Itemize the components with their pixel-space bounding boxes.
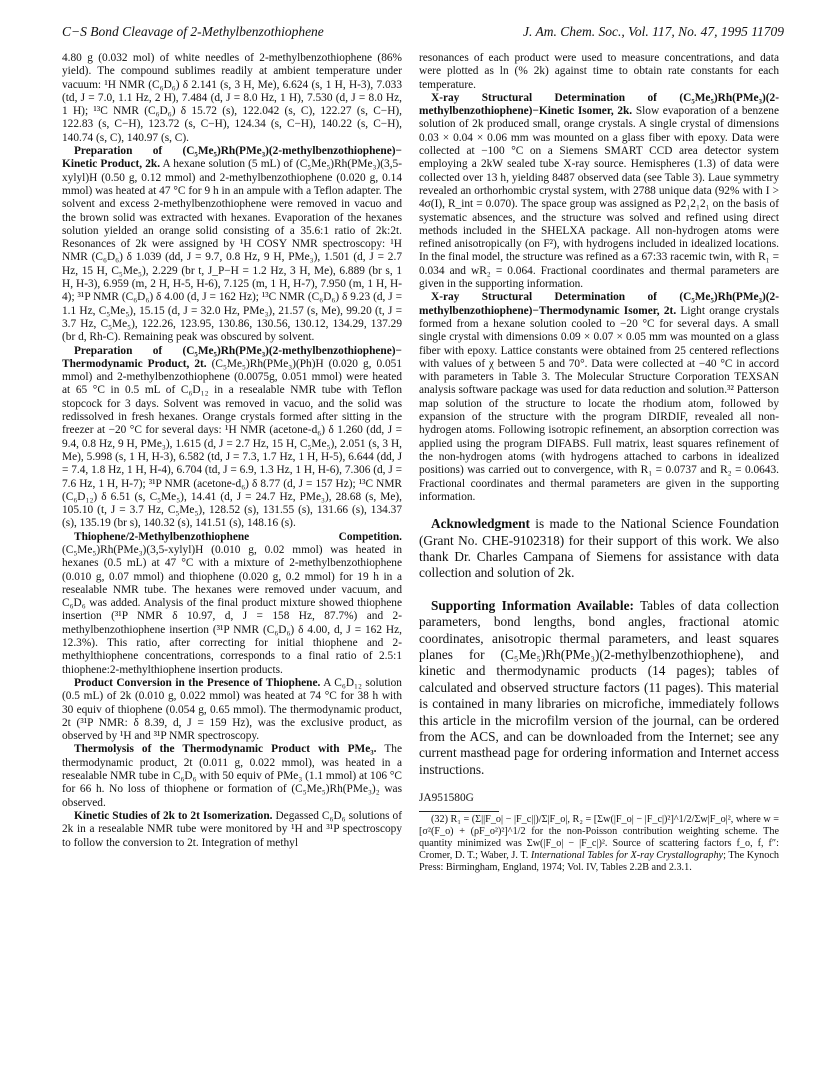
left-column: [62, 52, 402, 850]
supporting-information: [419, 598, 779, 778]
section-kinetic-product: [62, 145, 402, 344]
section-body: Degassed C₆D₆ solutions of 2k in a resealable NMR tube were monitored by ¹H and ³¹P spectroscopy to follow the conversion to 2t. Integration of methyl: [62, 809, 402, 849]
section-heading: Preparation of (C₅Me₅)Rh(PMe₃)(2-methylbenzothiophene)− Thermodynamic Product, 2t.: [62, 344, 402, 370]
section-heading: Thiophene/2-Methylbenzothiophene Competition.: [74, 530, 402, 543]
section-xray-kinetic: [419, 92, 779, 291]
section-body: (C₅Me₅)Rh(PMe₃)(3,5-xylyl)H (0.010 g, 0.02 mmol) was heated in hexanes (0.5 mL) at 47 °C with a mixture of 2-methylbenzothiophene (0.010 g, 0.07 mmol) and thiophene (0.020 g, 0.2 mmol) for 19 h in a resealable NMR tube. The hexanes were removed under vacuum, and C₆D₆ was added. Analysis of the final product mixture showed thiophene insertion (³¹P NMR δ 10.97, d, J = 158 Hz, 87.7%) and 2-methylbenzothiophene insertion (³¹P NMR (C₆D₆) δ 4.00, d, J = 162 Hz, 12.3%). This ratio, after correcting for initial thiophene and 2-methylthiophene concentrations, corresponds to a final ratio of 2.5:1 thiophene:2-methylthiophene insertion products.: [62, 543, 402, 676]
section-heading: X-ray Structural Determination of (C₅Me₅)Rh(PMe₃)(2-methylbenzothiophene)−Thermodynamic Isomer, 2t.: [419, 291, 779, 317]
supporting-information-heading: Supporting Information Available:: [431, 597, 634, 613]
section-xray-thermodynamic: [419, 291, 779, 504]
reference-32: [419, 814, 779, 873]
paragraph-sublimation: 4.80 g (0.032 mol) of white needles of 2-methylbenzothiophene (86% yield). The compound sublimes readily at ambient temperature under vacuum: ¹H NMR (C₆D₆) δ 2.141 (s, 3 H, Me), 6.624 (s, 1 H, H-3), 7.033 (td, J = 7.0, 1.1 Hz, 2 H), 7.484 (d, J = 8.0 Hz, 1 H), 7.530 (d, J = 8.0 Hz, 1 H); ¹³C NMR (C₆D₆) δ 15.72 (s), 122.042 (s, C), 122.27 (s, C−H), 122.83 (s, C−H), 123.72 (s, C−H), 124.34 (s, C−H), 140.22 (s, C−H), 140.74 (s, C), 140.97 (s, C).: [62, 52, 402, 144]
section-competition: [62, 531, 402, 677]
section-thermolysis: [62, 743, 402, 809]
right-column: [419, 52, 779, 873]
acknowledgment: [419, 516, 779, 582]
section-body: The thermodynamic product, 2t (0.011 g, 0.022 mmol), was heated in a resealable NMR tube in C₆D₆ with 50 equiv of PMe₃ (1.1 mmol) at 106 °C for 66 h. No loss of thiophene or formation of (C₅Me₅)Rh(PMe₃)₂ was observed.: [62, 743, 402, 809]
reference-text: (32) R₁ = (Σ||F_o| − |F_c||)/Σ|F_o|, R₂ = [Σw(|F_o| − |F_c|)²]^1/2/Σw|F_o|², where w = [σ²(F_o) + (ρF_o²)²]^1/2 for the non-Poisson contribution weighting scheme. The quantity minimized was Σw(|F_o| − |F_c|)². Source of scattering factors f_o, f, f″: Cromer, D. T.; Waber, J. T.: [419, 814, 779, 861]
section-body: (C₅Me₅)Rh(PMe₃)(Ph)H (0.020 g, 0.051 mmol) and 2-methylbenzothiophene (0.0075g, 0.051 mmol) were heated at 65 °C in 0.5 mL of C₆D₁₂ in a resealable NMR tube with Teflon stopcock for 3 days. Solvent was removed in vacuo, and the solid was redissolved in fresh hexanes. Orange crystals formed after sitting in the freezer at −20 °C for several days: ¹H NMR (acetone-d₆) δ 1.260 (dd, J = 9.4, 0.8 Hz, 9 H, PMe₃), 1.615 (d, J = 2.7 Hz, 15 H, C₅Me₅), 2.051 (s, 3 H, Me), 5.998 (s, 1 H, H-3), 6.582 (td, J = 7.3, 1.7 Hz, 1 H, H-5), 6.644 (dd, J = 7.4, 1.8 Hz, 1 H, H-4), 6.704 (td, J = 6.9, 1.3 Hz, 1 H, H-6), 7.306 (d, J = 7.6 Hz, 1 H, H-7); ³¹P NMR (acetone-d₆) δ 8.77 (d, J = 157 Hz); ¹³C NMR (C₆D₁₂) δ 6.51 (s, C₅Me₅), 14.41 (d, J = 24.7 Hz, PMe₃), 28.68 (s, Me), 105.10 (t, J = 3.7 Hz, C₅Me₅), 128.52 (s), 131.55 (s), 131.66 (s), 134.37 (s), 135.19 (br s), 140.32 (s), 141.51 (s), 148.16 (s).: [62, 357, 402, 530]
section-heading: X-ray Structural Determination of (C₅Me₅)Rh(PMe₃)(2-methylbenzothiophene)−Kinetic Isomer, 2k.: [419, 91, 779, 118]
running-title: C−S Bond Cleavage of 2-Methylbenzothiophene: [62, 24, 324, 39]
section-heading: Product Conversion in the Presence of Thiophene.: [74, 676, 321, 689]
manuscript-code: JA951580G: [419, 792, 474, 805]
section-heading: Thermolysis of the Thermodynamic Product with PMe₃.: [74, 743, 377, 756]
section-thermodynamic-product: [62, 345, 402, 531]
reference-book-title: International Tables for X-ray Crystallography: [530, 849, 724, 861]
acknowledgment-heading: Acknowledgment: [431, 516, 530, 532]
section-body: Slow evaporation of a benzene solution of 2k produced small, orange crystals. A single crystal of dimensions 0.03 × 0.04 × 0.06 mm was mounted on a glass fiber with epoxy. Data were collected at −100 °C on a Siemens SMART CCD area detector system employing a 2kW sealed tube X-ray source. Hemispheres (1.3) of data were collected over 13 h, yielding 8487 observed data (see Table 3). Laue symmetry revealed an orthorhombic crystal system, with 2788 unique data (92% with I > 4σ(I), R_int = 0.070). The space group was assigned as P2₁2₁2₁ on the basis of systematic absences, and the structure was solved and refined using direct methods included in the SHELXA package. All non-hydrogen atoms were refined anisotropically (on F²), with hydrogens included in idealized locations. In the final model, the structure was refined as a 67:33 racemic twin, with R₁ = 0.034 and wR₂ = 0.064. Fractional coordinates and thermal parameters are given in the supporting information.: [419, 105, 779, 291]
section-heading: Preparation of (C₅Me₅)Rh(PMe₃)(2-methylbenzothiophene)− Kinetic Product, 2k.: [62, 145, 402, 171]
section-product-conversion: [62, 677, 402, 743]
reference-publisher: ; The Kynoch Press: Birmingham, England, 1974; Vol. IV, Tables 2.2B and 2.3.1.: [419, 849, 779, 873]
acknowledgment-body: is made to the National Science Foundation (Grant No. CHE-9102318) for their support of this work. We also thank Dr. Charles Campana of Siemens for assistance with data collection and solution of 2k.: [419, 516, 779, 581]
paragraph-kinetics-continued: resonances of each product were used to measure concentrations, and data were plotted as ln (% 2k) against time to obtain rate constants for each temperature.: [419, 52, 779, 91]
section-body: A hexane solution (5 mL) of (C₅Me₅)Rh(PMe₃)(3,5-xylyl)H (0.50 g, 0.12 mmol) and 2-methylbenzothiophene (0.020 g, 0.14 mmol) was heated at 47 °C for 9 h in an ampule with a Teflon adapter. The solvent and excess 2-methylbenzothiophene were removed in vacuo and the brown solid was extracted with hexanes. Evaporation of the hexanes solution yielded an orange solid consisting of a 35.6:1 ratio of 2k:2t. Resonances of 2k were assigned by ¹H COSY NMR spectroscopy: ¹H NMR (C₆D₆) δ 1.039 (dd, J = 9.7, 0.8 Hz, 9 H, PMe₃), 1.501 (d, J = 2.7 Hz, 15 H, C₅Me₅), 2.229 (br t, J_P−H = 1.2 Hz, 3 H, Me), 6.889 (br s, 1 H, H-3), 6.959 (m, 2 H, H-5, H-6), 7.125 (m, 1 H, H-7), 7.950 (m, 1 H, H-4); ³¹P NMR (C₆D₆) δ 4.00 (d, J = 162 Hz); ¹³C NMR (C₆D₆) δ 9.23 (d, J = 1.1 Hz, C₅Me₅), 15.15 (d, J = 32.0 Hz, PMe₃), 21.57 (s, Me), 99.20 (t, J = 3.7 Hz, C₅Me₅), 122.26, 123.95, 130.86, 130.56, 130.12, 134.29, 137.29 (br d, Rh-C). Remaining peak was obscured by solvent.: [62, 158, 403, 344]
section-kinetic-studies: [62, 810, 402, 850]
footnote-divider: [419, 811, 499, 812]
section-body: Light orange crystals formed from a hexane solution cooled to −20 °C for several days. A small single crystal with dimensions 0.09 × 0.07 × 0.05 mm was mounted on a glass fiber with epoxy. Lattice constants were obtained from 25 centered reflections with values of χ between 5 and 70°. Data were collected at −40 °C in accord with parameters in Table 3. The Molecular Structure Corporation TEXSAN analysis software package was used for data reduction and solution.³² Patterson map solution of the structure to locate the rhodium atom, followed by expansion of the structure with the program DIRDIF, revealed all non-hydrogen atoms. Following isotropic refinement, an absorption correction was applied using the program DIFABS. Full matrix, least squares refinement of the non-hydrogen atoms (with hydrogens attached to carbons in idealized positions) was carried out to convergence, with R₁ = 0.0737 and R₂ = 0.0643. Fractional coordinates and thermal parameters are given in the supporting information.: [419, 304, 779, 503]
supporting-information-body: Tables of data collection parameters, bond lengths, bond angles, fractional atomic coordinates, anisotropic thermal parameters, and least squares planes for (C₅Me₅)Rh(PMe₃)(2-methylbenzothiophene), and kinetic and thermodynamic products (14 pages); tables of calculated and observed structure factors (11 pages). This material is contained in many libraries on microfiche, immediately follows this article in the microfilm version of the journal, can be ordered from the ACS, and can be downloaded from the Internet; see any current masthead page for ordering information and Internet access instructions.: [419, 597, 779, 777]
journal-citation: J. Am. Chem. Soc., Vol. 117, No. 47, 1995 11709: [523, 24, 784, 39]
section-body: A C₆D₁₂ solution (0.5 mL) of 2k (0.010 g, 0.022 mmol) was heated at 74 °C for 38 h with 30 equiv of thiophene (0.054 g, 0.65 mmol). The thermodynamic product, 2t (³¹P NMR: δ 8.39, d, J = 159 Hz), was the exclusive product, as observed by ¹H and ³¹P NMR spectroscopy.: [62, 676, 402, 743]
section-heading: Kinetic Studies of 2k to 2t Isomerization.: [74, 809, 273, 822]
